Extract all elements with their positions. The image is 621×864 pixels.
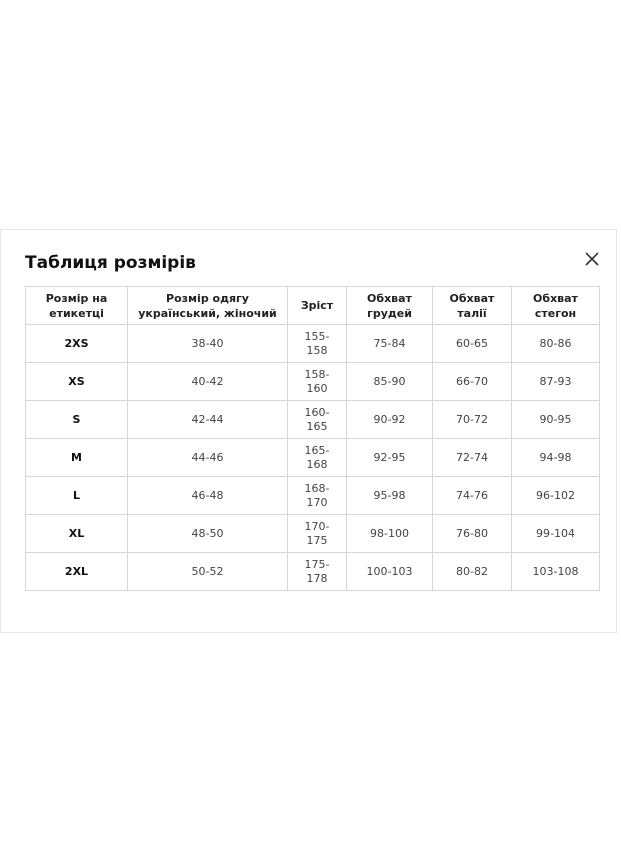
table-row	[26, 515, 600, 553]
table-row	[26, 401, 600, 439]
chest-cell: 100-103	[347, 553, 433, 591]
size-label-cell: L	[26, 477, 128, 515]
ua-size-cell: 46-48	[128, 477, 288, 515]
header-ua-size: Розмір одягу український, жіночий	[128, 287, 288, 325]
chest-cell: 92-95	[347, 439, 433, 477]
size-label-cell: M	[26, 439, 128, 477]
table-row	[26, 325, 600, 363]
waist-cell: 76-80	[433, 515, 512, 553]
ua-size-cell: 50-52	[128, 553, 288, 591]
waist-cell: 74-76	[433, 477, 512, 515]
height-cell: 170- 175	[288, 515, 347, 553]
chest-cell: 75-84	[347, 325, 433, 363]
waist-cell: 66-70	[433, 363, 512, 401]
header-chest: Обхват грудей	[347, 287, 433, 325]
height-cell: 155- 158	[288, 325, 347, 363]
hips-cell: 94-98	[512, 439, 600, 477]
header-waist: Обхват талії	[433, 287, 512, 325]
size-chart-modal	[0, 229, 617, 633]
hips-cell: 90-95	[512, 401, 600, 439]
waist-cell: 60-65	[433, 325, 512, 363]
hips-cell: 87-93	[512, 363, 600, 401]
height-cell: 160- 165	[288, 401, 347, 439]
size-table	[25, 286, 600, 591]
hips-cell: 99-104	[512, 515, 600, 553]
waist-cell: 80-82	[433, 553, 512, 591]
waist-cell: 72-74	[433, 439, 512, 477]
height-cell: 175- 178	[288, 553, 347, 591]
size-label-cell: XS	[26, 363, 128, 401]
header-label-size: Розмір на етикетці	[26, 287, 128, 325]
chest-cell: 90-92	[347, 401, 433, 439]
size-label-cell: S	[26, 401, 128, 439]
ua-size-cell: 40-42	[128, 363, 288, 401]
ua-size-cell: 44-46	[128, 439, 288, 477]
hips-cell: 80-86	[512, 325, 600, 363]
table-header-row	[26, 287, 600, 325]
size-label-cell: 2XS	[26, 325, 128, 363]
modal-title: Таблиця розмірів	[25, 253, 196, 273]
height-cell: 168- 170	[288, 477, 347, 515]
hips-cell: 103-108	[512, 553, 600, 591]
hips-cell: 96-102	[512, 477, 600, 515]
close-button[interactable]	[581, 248, 603, 270]
ua-size-cell: 42-44	[128, 401, 288, 439]
size-label-cell: XL	[26, 515, 128, 553]
ua-size-cell: 38-40	[128, 325, 288, 363]
waist-cell: 70-72	[433, 401, 512, 439]
size-label-cell: 2XL	[26, 553, 128, 591]
chest-cell: 98-100	[347, 515, 433, 553]
chest-cell: 95-98	[347, 477, 433, 515]
table-row	[26, 553, 600, 591]
close-icon	[581, 248, 603, 270]
table-row	[26, 439, 600, 477]
table-row	[26, 477, 600, 515]
table-row	[26, 363, 600, 401]
ua-size-cell: 48-50	[128, 515, 288, 553]
header-hips: Обхват стегон	[512, 287, 600, 325]
height-cell: 165- 168	[288, 439, 347, 477]
height-cell: 158- 160	[288, 363, 347, 401]
chest-cell: 85-90	[347, 363, 433, 401]
header-height: Зріст	[288, 287, 347, 325]
